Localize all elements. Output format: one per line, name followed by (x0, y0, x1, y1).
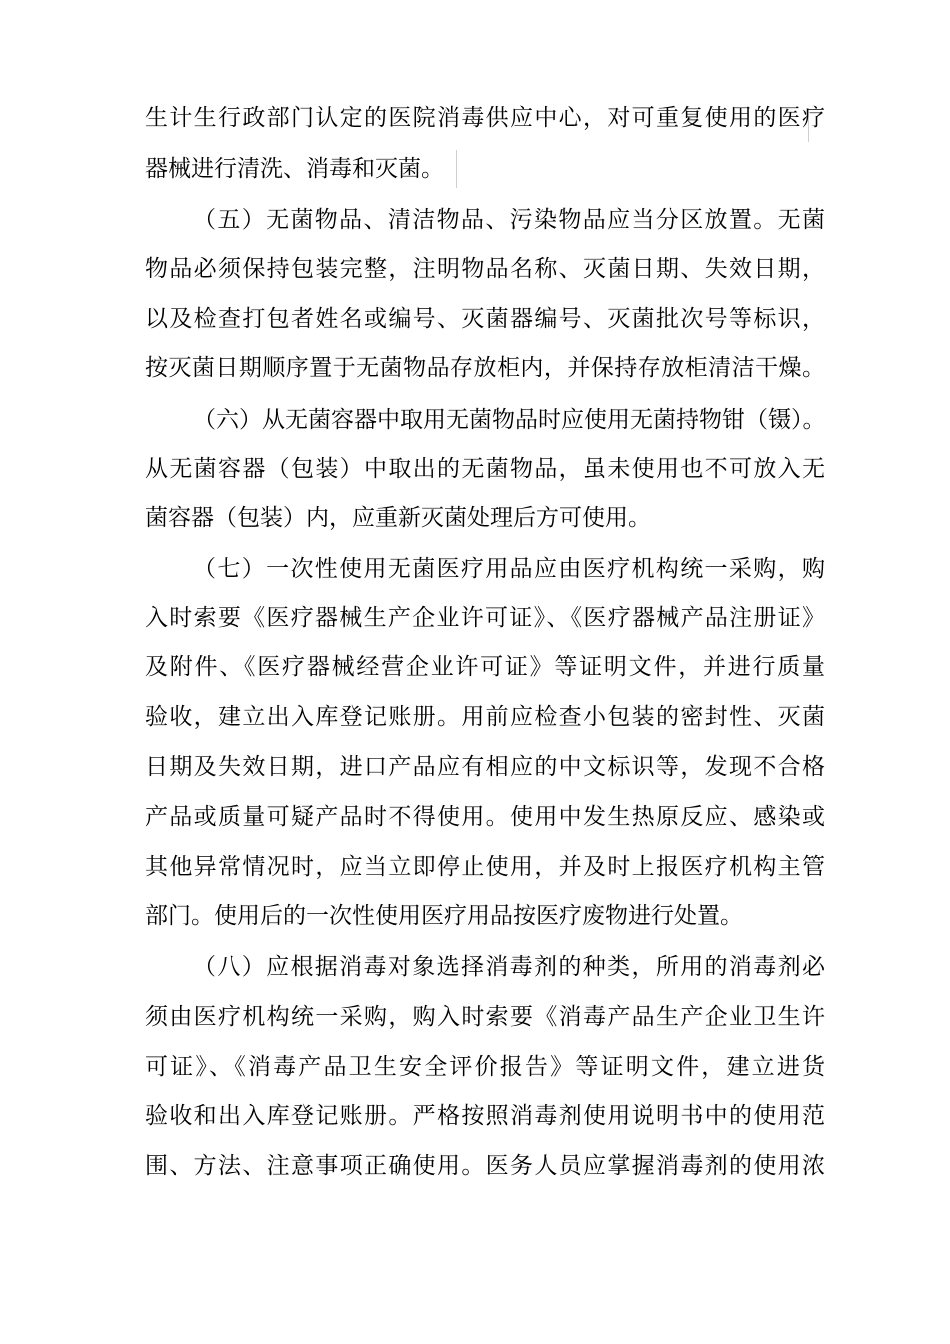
text-line: 器械进行清洗、消毒和灭菌。 (145, 156, 444, 182)
text-line: 验收和出入库登记账册。严格按照消毒剂使用说明书中的使用范 (145, 1103, 825, 1129)
text-line: 物品必须保持包装完整，注明物品名称、灭菌日期、失效日期， (145, 256, 825, 282)
text-line: 从无菌容器（包装）中取出的无菌物品，虽未使用也不可放入无 (145, 456, 825, 482)
text-line: 验收，建立出入库登记账册。用前应检查小包装的密封性、灭菌 (145, 704, 825, 730)
text-line: 按灭菌日期顺序置于无菌物品存放柜内，并保持存放柜清洁干燥。 (145, 355, 825, 381)
text-line: 日期及失效日期，进口产品应有相应的中文标识等，发现不合格 (145, 754, 825, 780)
text-line: 部门。使用后的一次性使用医疗用品按医疗废物进行处置。 (145, 903, 743, 929)
text-line: 围、方法、注意事项正确使用。医务人员应掌握消毒剂的使用浓 (145, 1153, 825, 1179)
text-line: 入时索要《医疗器械生产企业许可证》、《医疗器械产品注册证》 (145, 605, 825, 631)
text-line: 须由医疗机构统一采购，购入时索要《消毒产品生产企业卫生许 (145, 1004, 825, 1030)
text-line: 产品或质量可疑产品时不得使用。使用中发生热原反应、感染或 (145, 804, 825, 830)
text-line: 以及检查打包者姓名或编号、灭菌器编号、灭菌批次号等标识， (145, 306, 825, 332)
text-line: 可证》、《消毒产品卫生安全评价报告》等证明文件，建立进货 (145, 1054, 825, 1080)
text-line: 及附件、《医疗器械经营企业许可证》等证明文件，并进行质量 (145, 654, 825, 680)
text-line: 菌容器（包装）内，应重新灭菌处理后方可使用。 (145, 505, 651, 531)
paragraph-first-line: （八）应根据消毒对象选择消毒剂的种类，所用的消毒剂必 (193, 954, 825, 980)
text-line: 生计生行政部门认定的医院消毒供应中心，对可重复使用的医疗 (145, 105, 825, 131)
paragraph-first-line: （六）从无菌容器中取用无菌物品时应使用无菌持物钳（镊）。 (193, 407, 826, 433)
paragraph-first-line: （五）无菌物品、清洁物品、污染物品应当分区放置。无菌 (193, 207, 825, 233)
text-line: 其他异常情况时，应当立即停止使用，并及时上报医疗机构主管 (145, 854, 825, 880)
paragraph-first-line: （七）一次性使用无菌医疗用品应由医疗机构统一采购，购 (193, 556, 825, 582)
